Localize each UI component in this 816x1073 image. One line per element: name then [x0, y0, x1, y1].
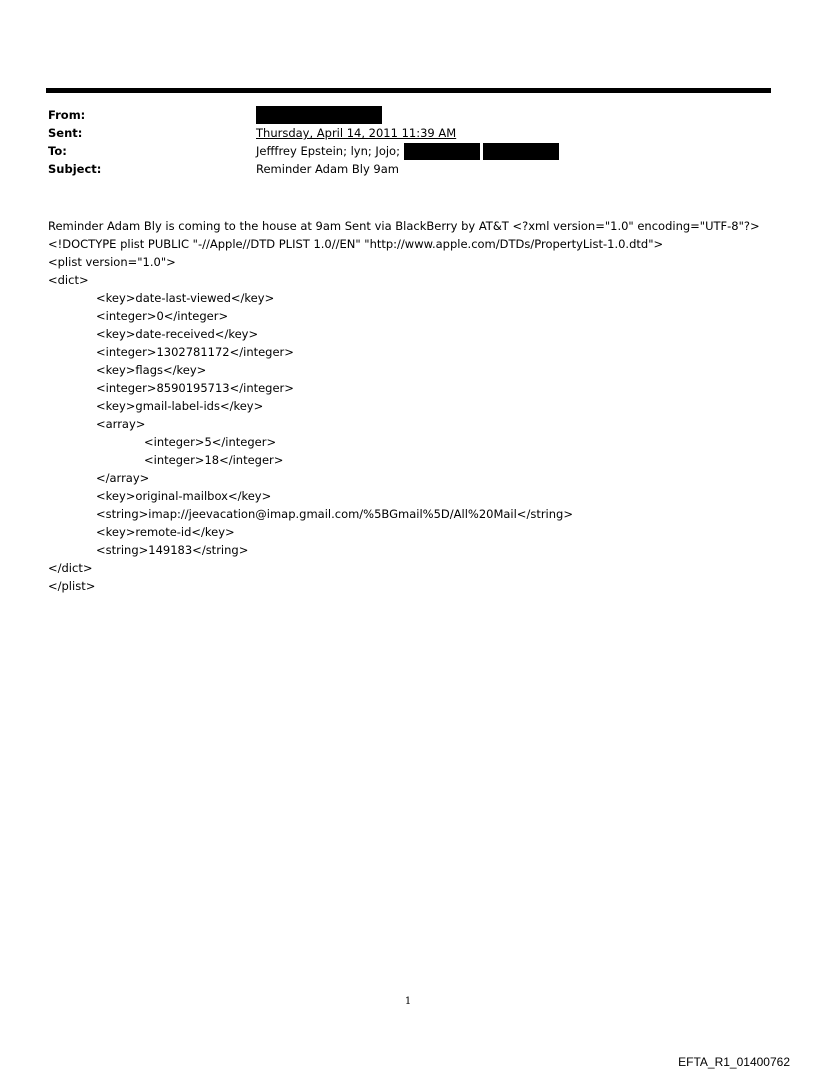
header-divider	[46, 88, 771, 93]
to-value	[256, 142, 559, 160]
plist-line: <string>149183</string>	[96, 543, 249, 557]
to-recipients: Jefffrey Epstein; lyn; Jojo;	[256, 144, 400, 158]
plist-line: <array>	[96, 417, 146, 431]
plist-line: <key>gmail-label-ids</key>	[96, 399, 264, 413]
subject-row	[48, 160, 768, 178]
redaction-box	[256, 106, 382, 124]
plist-line: <integer>0</integer>	[96, 309, 229, 323]
to-label: To:	[48, 144, 67, 158]
redaction-box	[483, 143, 559, 160]
plist-line: <integer>8590195713</integer>	[96, 381, 294, 395]
sent-value: Thursday, April 14, 2011 11:39 AM	[256, 126, 457, 140]
plist-line: <integer>1302781172</integer>	[96, 345, 294, 359]
from-label: From:	[48, 108, 86, 122]
sent-row	[48, 124, 768, 142]
plist-line: <integer>5</integer>	[144, 435, 277, 449]
plist-line: </plist>	[48, 579, 96, 593]
subject-value: Reminder Adam Bly 9am	[256, 162, 399, 176]
plist-line: <key>date-last-viewed</key>	[96, 291, 275, 305]
plist-line: <plist version="1.0">	[48, 255, 176, 269]
plist-line: </array>	[96, 471, 150, 485]
plist-line: </dict>	[48, 561, 93, 575]
to-row	[48, 142, 768, 160]
plist-line: <key>flags</key>	[96, 363, 207, 377]
plist-line: <key>date-received</key>	[96, 327, 259, 341]
plist-content	[48, 253, 760, 595]
body-intro: Reminder Adam Bly is coming to the house at 9am Sent via BlackBerry by AT&T <?xml version="1.0" encoding="UTF-8"?> <!DOCTYPE plist PUBLIC "-//Apple//DTD PLIST 1.0//EN" "http://www.apple.com/DTDs/PropertyList-1.0.dtd">	[48, 219, 760, 251]
plist-line: <key>remote-id</key>	[96, 525, 235, 539]
plist-line: <string>imap://jeevacation@imap.gmail.com/%5BGmail%5D/All%20Mail</string>	[96, 507, 573, 521]
plist-line: <integer>18</integer>	[144, 453, 284, 467]
sent-label: Sent:	[48, 126, 83, 140]
from-row	[48, 106, 768, 124]
email-header	[48, 106, 768, 178]
plist-line: <dict>	[48, 273, 89, 287]
plist-line: <key>original-mailbox</key>	[96, 489, 272, 503]
email-body	[48, 217, 760, 595]
from-value	[256, 106, 382, 124]
subject-label: Subject:	[48, 162, 102, 176]
redaction-box	[404, 143, 480, 160]
page-number: 1	[404, 996, 412, 1007]
document-id: EFTA_R1_01400762	[678, 1055, 790, 1069]
